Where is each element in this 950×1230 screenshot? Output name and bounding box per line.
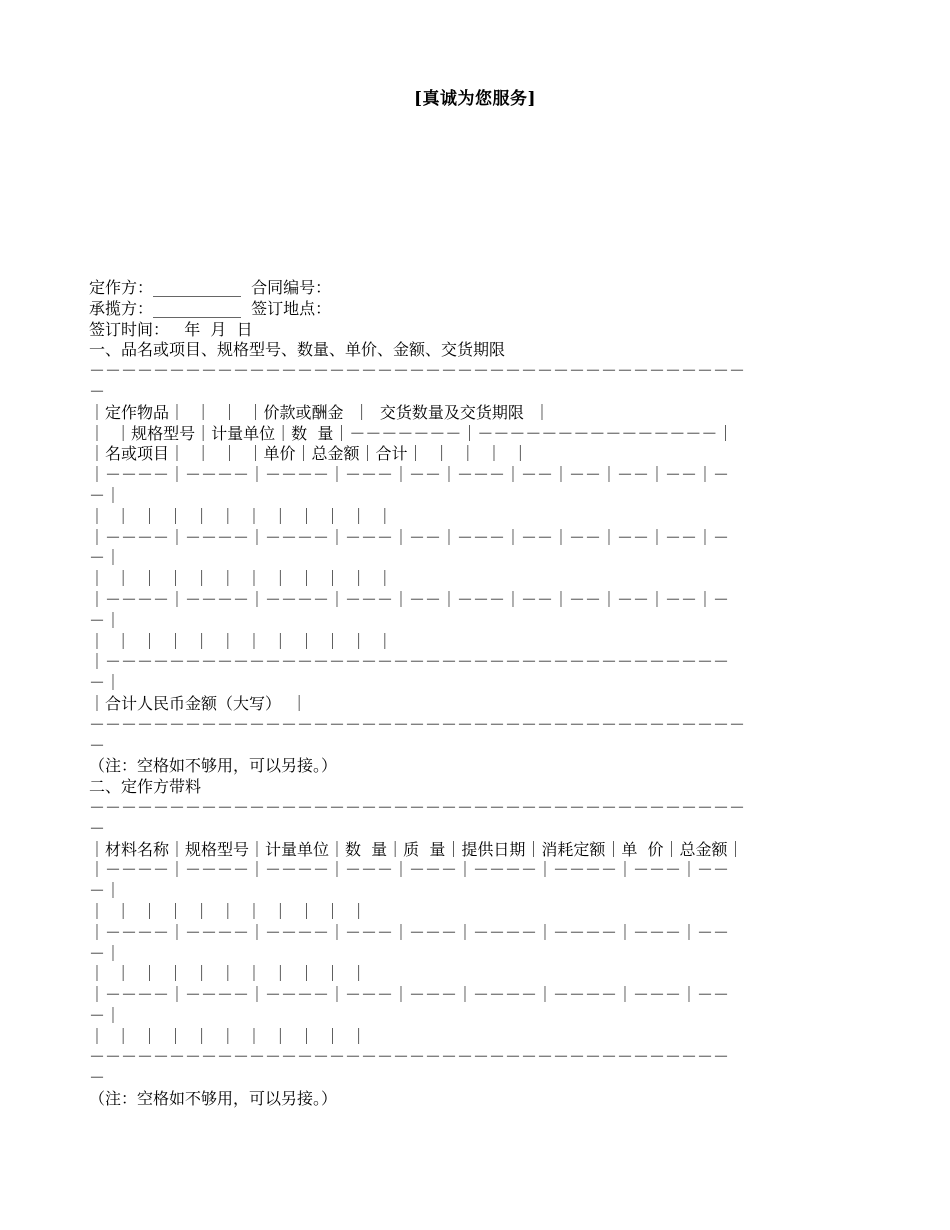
- table-text-line: ｜ ｜ ｜ ｜ ｜ ｜ ｜ ｜ ｜ ｜ ｜: [89, 964, 367, 984]
- table-text-line: ｜材料名称｜规格型号｜计量单位｜数 量｜质 量｜提供日期｜消耗定额｜单 价｜总金额｜: [89, 839, 744, 859]
- section2-heading: 二、定作方带料: [89, 777, 202, 797]
- table-text-line: －: [89, 1068, 106, 1088]
- table-text-line: －｜: [89, 881, 122, 901]
- table-text-line: －－－－－－－－－－－－－－－－－－－－－－－－－－－－－－－－－－－－－－－－－: [89, 797, 746, 817]
- table-text-line: ｜－－－－｜－－－－｜－－－－｜－－－｜－－｜－－－｜－－｜－－｜－－｜－－｜－: [89, 589, 730, 609]
- header-line-party-a: 定作方：___________ 合同编号：: [89, 278, 332, 297]
- section1-heading: 一、品名或项目、规格型号、数量、单价、金额、交货期限: [89, 340, 506, 360]
- table-text-line: ｜合计人民币金额（大写） ｜: [89, 693, 308, 713]
- table-text-line: －｜: [89, 548, 122, 568]
- section1-note: （注：空格如不够用，可以另接。）: [89, 756, 338, 776]
- table-text-line: ｜－－－－｜－－－－｜－－－－｜－－－｜－－－｜－－－－｜－－－－｜－－－｜－－: [89, 922, 730, 942]
- table-text-line: ｜－－－－｜－－－－｜－－－－｜－－－｜－－｜－－－｜－－｜－－｜－－｜－－｜－: [89, 527, 730, 547]
- table-text-line: ｜定作物品｜ ｜ ｜ ｜价款或酬金 ｜ 交货数量及交货期限 ｜: [89, 402, 551, 422]
- contract-body: [89, 278, 859, 1110]
- table-text-line: －－－－－－－－－－－－－－－－－－－－－－－－－－－－－－－－－－－－－－－－－: [89, 361, 746, 381]
- table-text-line: ｜－－－－｜－－－－｜－－－－｜－－－｜－－－｜－－－－｜－－－－｜－－－｜－－: [89, 860, 730, 880]
- table-text-line: ｜－－－－｜－－－－｜－－－－｜－－－｜－－－｜－－－－｜－－－－｜－－－｜－－: [89, 985, 730, 1005]
- table-text-line: －: [89, 381, 106, 401]
- table-text-line: ｜ ｜ ｜ ｜ ｜ ｜ ｜ ｜ ｜ ｜ ｜ ｜: [89, 506, 393, 526]
- table-text-line: －－－－－－－－－－－－－－－－－－－－－－－－－－－－－－－－－－－－－－－－－: [89, 714, 746, 734]
- section2-note: （注：空格如不够用，可以另接。）: [89, 1089, 338, 1109]
- header-line-party-b: 承揽方：___________ 签订地点：: [89, 298, 332, 318]
- table-text-line: －｜: [89, 485, 122, 505]
- section1-text-table: [89, 361, 859, 756]
- header-line-sign-date: 签订时间： 年 月 日: [89, 319, 253, 339]
- table-text-line: ｜ ｜ ｜ ｜ ｜ ｜ ｜ ｜ ｜ ｜ ｜ ｜: [89, 631, 393, 651]
- table-text-line: －｜: [89, 673, 122, 693]
- table-text-line: －: [89, 818, 106, 838]
- table-text-line: ｜－－－－｜－－－－｜－－－－｜－－－｜－－｜－－－｜－－｜－－｜－－｜－－｜－: [89, 465, 730, 485]
- table-text-line: ｜ ｜规格型号｜计量单位｜数 量｜－－－－－－－｜－－－－－－－－－－－－－－－｜: [89, 423, 734, 443]
- table-text-line: －｜: [89, 1005, 122, 1025]
- section2-text-table: [89, 798, 859, 1089]
- table-text-line: ｜ ｜ ｜ ｜ ｜ ｜ ｜ ｜ ｜ ｜ ｜: [89, 901, 367, 921]
- table-text-line: ｜名或项目｜ ｜ ｜ ｜单价｜总金额｜合计｜ ｜ ｜ ｜ ｜: [89, 444, 529, 464]
- table-text-line: ｜ ｜ ｜ ｜ ｜ ｜ ｜ ｜ ｜ ｜ ｜: [89, 1026, 367, 1046]
- table-text-line: ｜－－－－－－－－－－－－－－－－－－－－－－－－－－－－－－－－－－－－－－－: [89, 652, 730, 672]
- document-title: [真诚为您服务]: [413, 89, 537, 109]
- table-text-line: －｜: [89, 943, 122, 963]
- table-text-line: －: [89, 735, 106, 755]
- table-text-line: －｜: [89, 610, 122, 630]
- table-text-line: －－－－－－－－－－－－－－－－－－－－－－－－－－－－－－－－－－－－－－－－: [89, 1047, 730, 1067]
- table-text-line: ｜ ｜ ｜ ｜ ｜ ｜ ｜ ｜ ｜ ｜ ｜ ｜: [89, 569, 393, 589]
